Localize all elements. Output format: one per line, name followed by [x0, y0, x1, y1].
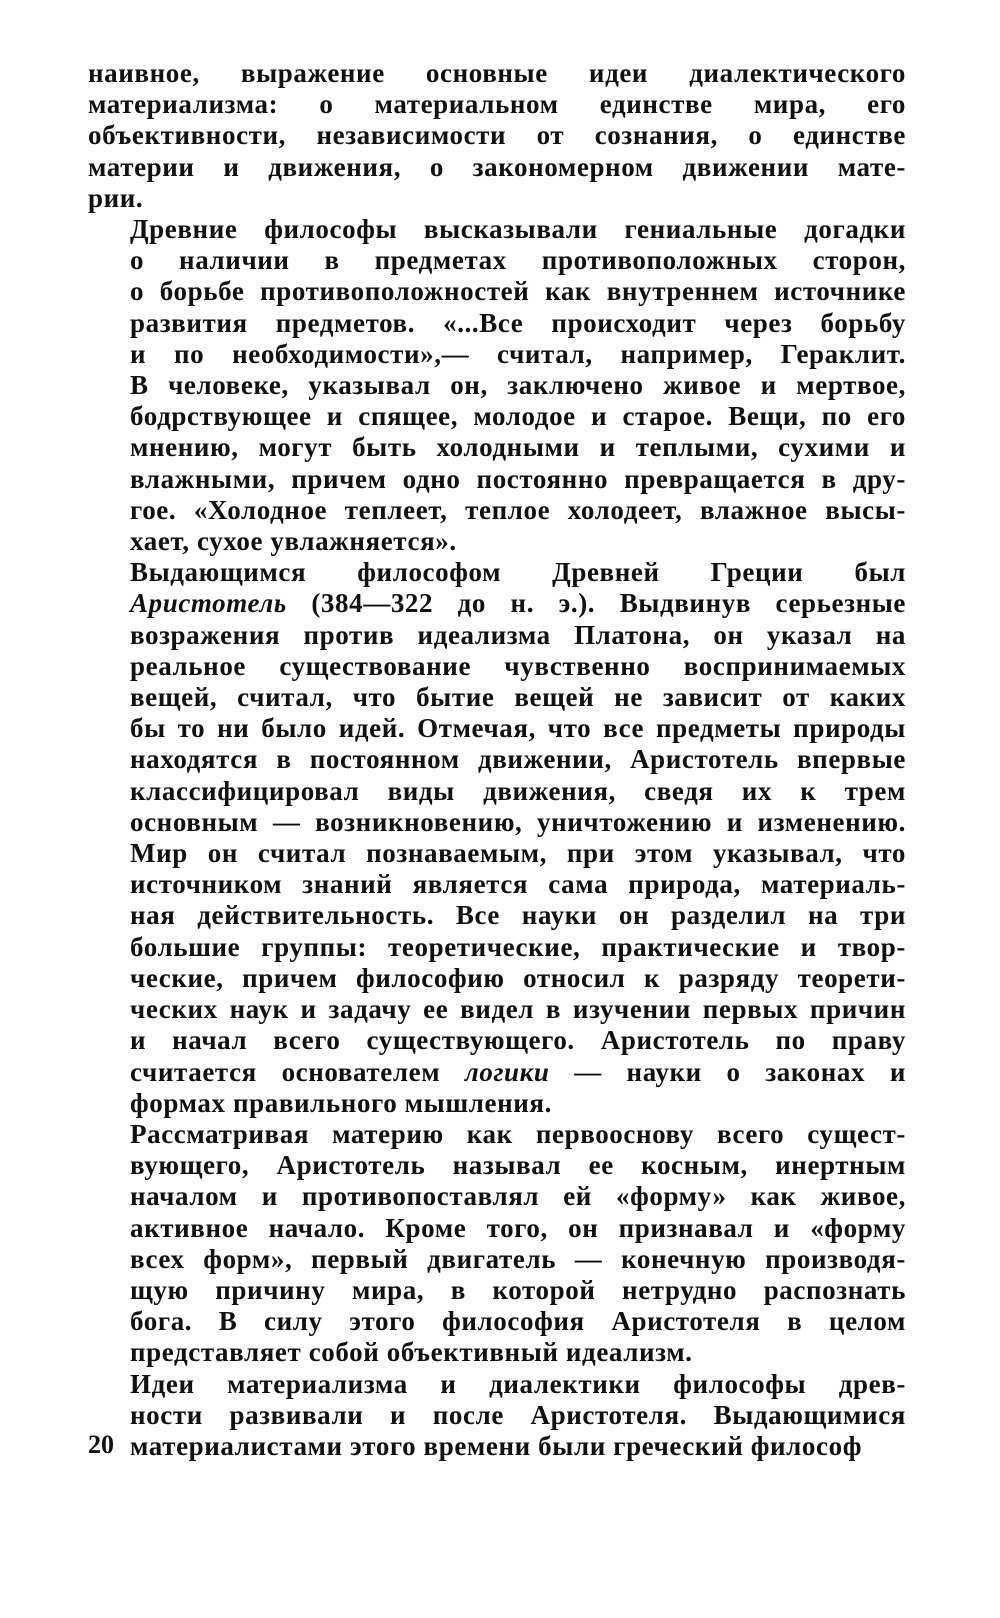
text-line: реальное существование чувственно воспринимаемых: [130, 650, 906, 681]
paragraph: [88, 58, 906, 214]
text-line: о борьбе противоположностей как внутреннем источнике: [130, 276, 906, 307]
text-line: бога. В силу этого философия Аристотеля в целом: [130, 1306, 906, 1337]
text-line: вующего, Аристотель называл ее косным, инертным: [130, 1150, 906, 1181]
text-line: классифицировал виды движения, сведя их к трем: [130, 775, 906, 806]
text-line: о наличии в предметах противоположных сторон,: [130, 245, 906, 276]
text-line: основным — возникновению, уничтожению и изменению.: [130, 806, 906, 837]
text-line: материи и движения, о закономерном движении мате-: [88, 151, 906, 182]
text-line: активное начало. Кроме того, он признавал и «форму: [130, 1212, 906, 1243]
page-number: 20: [88, 1430, 114, 1459]
text-line: развития предметов. «...Все происходит через борьбу: [130, 307, 906, 338]
text-line: всех форм», первый двигатель — конечную производя-: [130, 1243, 906, 1274]
text-line: и начал всего существующего. Аристотель по праву: [130, 1025, 906, 1056]
text-line: рии.: [88, 182, 144, 213]
paragraph: [88, 1369, 906, 1463]
text-line: В человеке, указывал он, заключено живое и мертвое,: [130, 370, 906, 401]
text-line: вещей, считал, что бытие вещей не зависит от каких: [130, 682, 906, 713]
text-line: Мир он считал познаваемым, при этом указывал, что: [130, 838, 906, 869]
paragraph: [88, 1119, 906, 1369]
text-line: находятся в постоянном движении, Аристотель впервые: [130, 744, 906, 775]
text-line: материалистами этого времени были греческий философ: [130, 1430, 862, 1461]
text-line: считается основателем логики — науки о законах и: [130, 1056, 906, 1087]
text-line: бодрствующее и спящее, молодое и старое. Вещи, по его: [130, 401, 906, 432]
paragraph: [88, 214, 906, 557]
body-text: [88, 58, 906, 1462]
text-line: представляет собой объективный идеализм.: [130, 1337, 693, 1368]
text-line: возражения против идеализма Платона, он указал на: [130, 619, 906, 650]
text-line: материализма: о материальном единстве мира, его: [88, 89, 906, 120]
text-line: бы то ни было идей. Отмечая, что все предметы природы: [130, 713, 906, 744]
text-line: началом и противопоставлял ей «форму» как живое,: [130, 1181, 906, 1212]
text-line: наивное, выражение основные идеи диалектического: [88, 58, 906, 88]
text-line: большие группы: теоретические, практические и твор-: [130, 931, 906, 962]
text-line: ческие, причем философию относил к разряду теорети-: [130, 962, 906, 993]
text-line: Выдающимся философом Древней Греции был: [130, 557, 906, 588]
paragraph: [88, 557, 906, 1119]
text-line: ная действительность. Все науки он разделил на три: [130, 900, 906, 931]
text-line: Рассматривая материю как первооснову всего сущест-: [130, 1118, 906, 1149]
text-line: источником знаний является сама природа, материаль-: [130, 869, 906, 900]
text-line: и по необходимости»,— считал, например, Гераклит.: [130, 338, 906, 369]
text-line: ности развивали и после Аристотеля. Выдающимися: [130, 1399, 906, 1430]
text-line: ческих наук и задачу ее видел в изучении первых причин: [130, 994, 906, 1025]
text-line: щую причину мира, в которой нетрудно распознать: [130, 1274, 906, 1305]
text-line: формах правильного мышления.: [130, 1087, 552, 1118]
text-line: хает, сухое увлажняется».: [130, 526, 457, 557]
text-line: гое. «Холодное теплеет, теплое холодеет, влажное высы-: [130, 494, 906, 525]
text-line: влажными, причем одно постоянно превращается в дру-: [130, 463, 906, 494]
text-line: объективности, независимости от сознания, о единстве: [88, 120, 906, 151]
text-line: Идеи материализма и диалектики философы древ-: [130, 1368, 906, 1399]
text-line: Аристотель (384—322 до н. э.). Выдвинув серьезные: [130, 588, 906, 619]
text-line: мнению, могут быть холодными и теплыми, сухими и: [130, 432, 906, 463]
text-line: Древние философы высказывали гениальные догадки: [130, 214, 906, 245]
